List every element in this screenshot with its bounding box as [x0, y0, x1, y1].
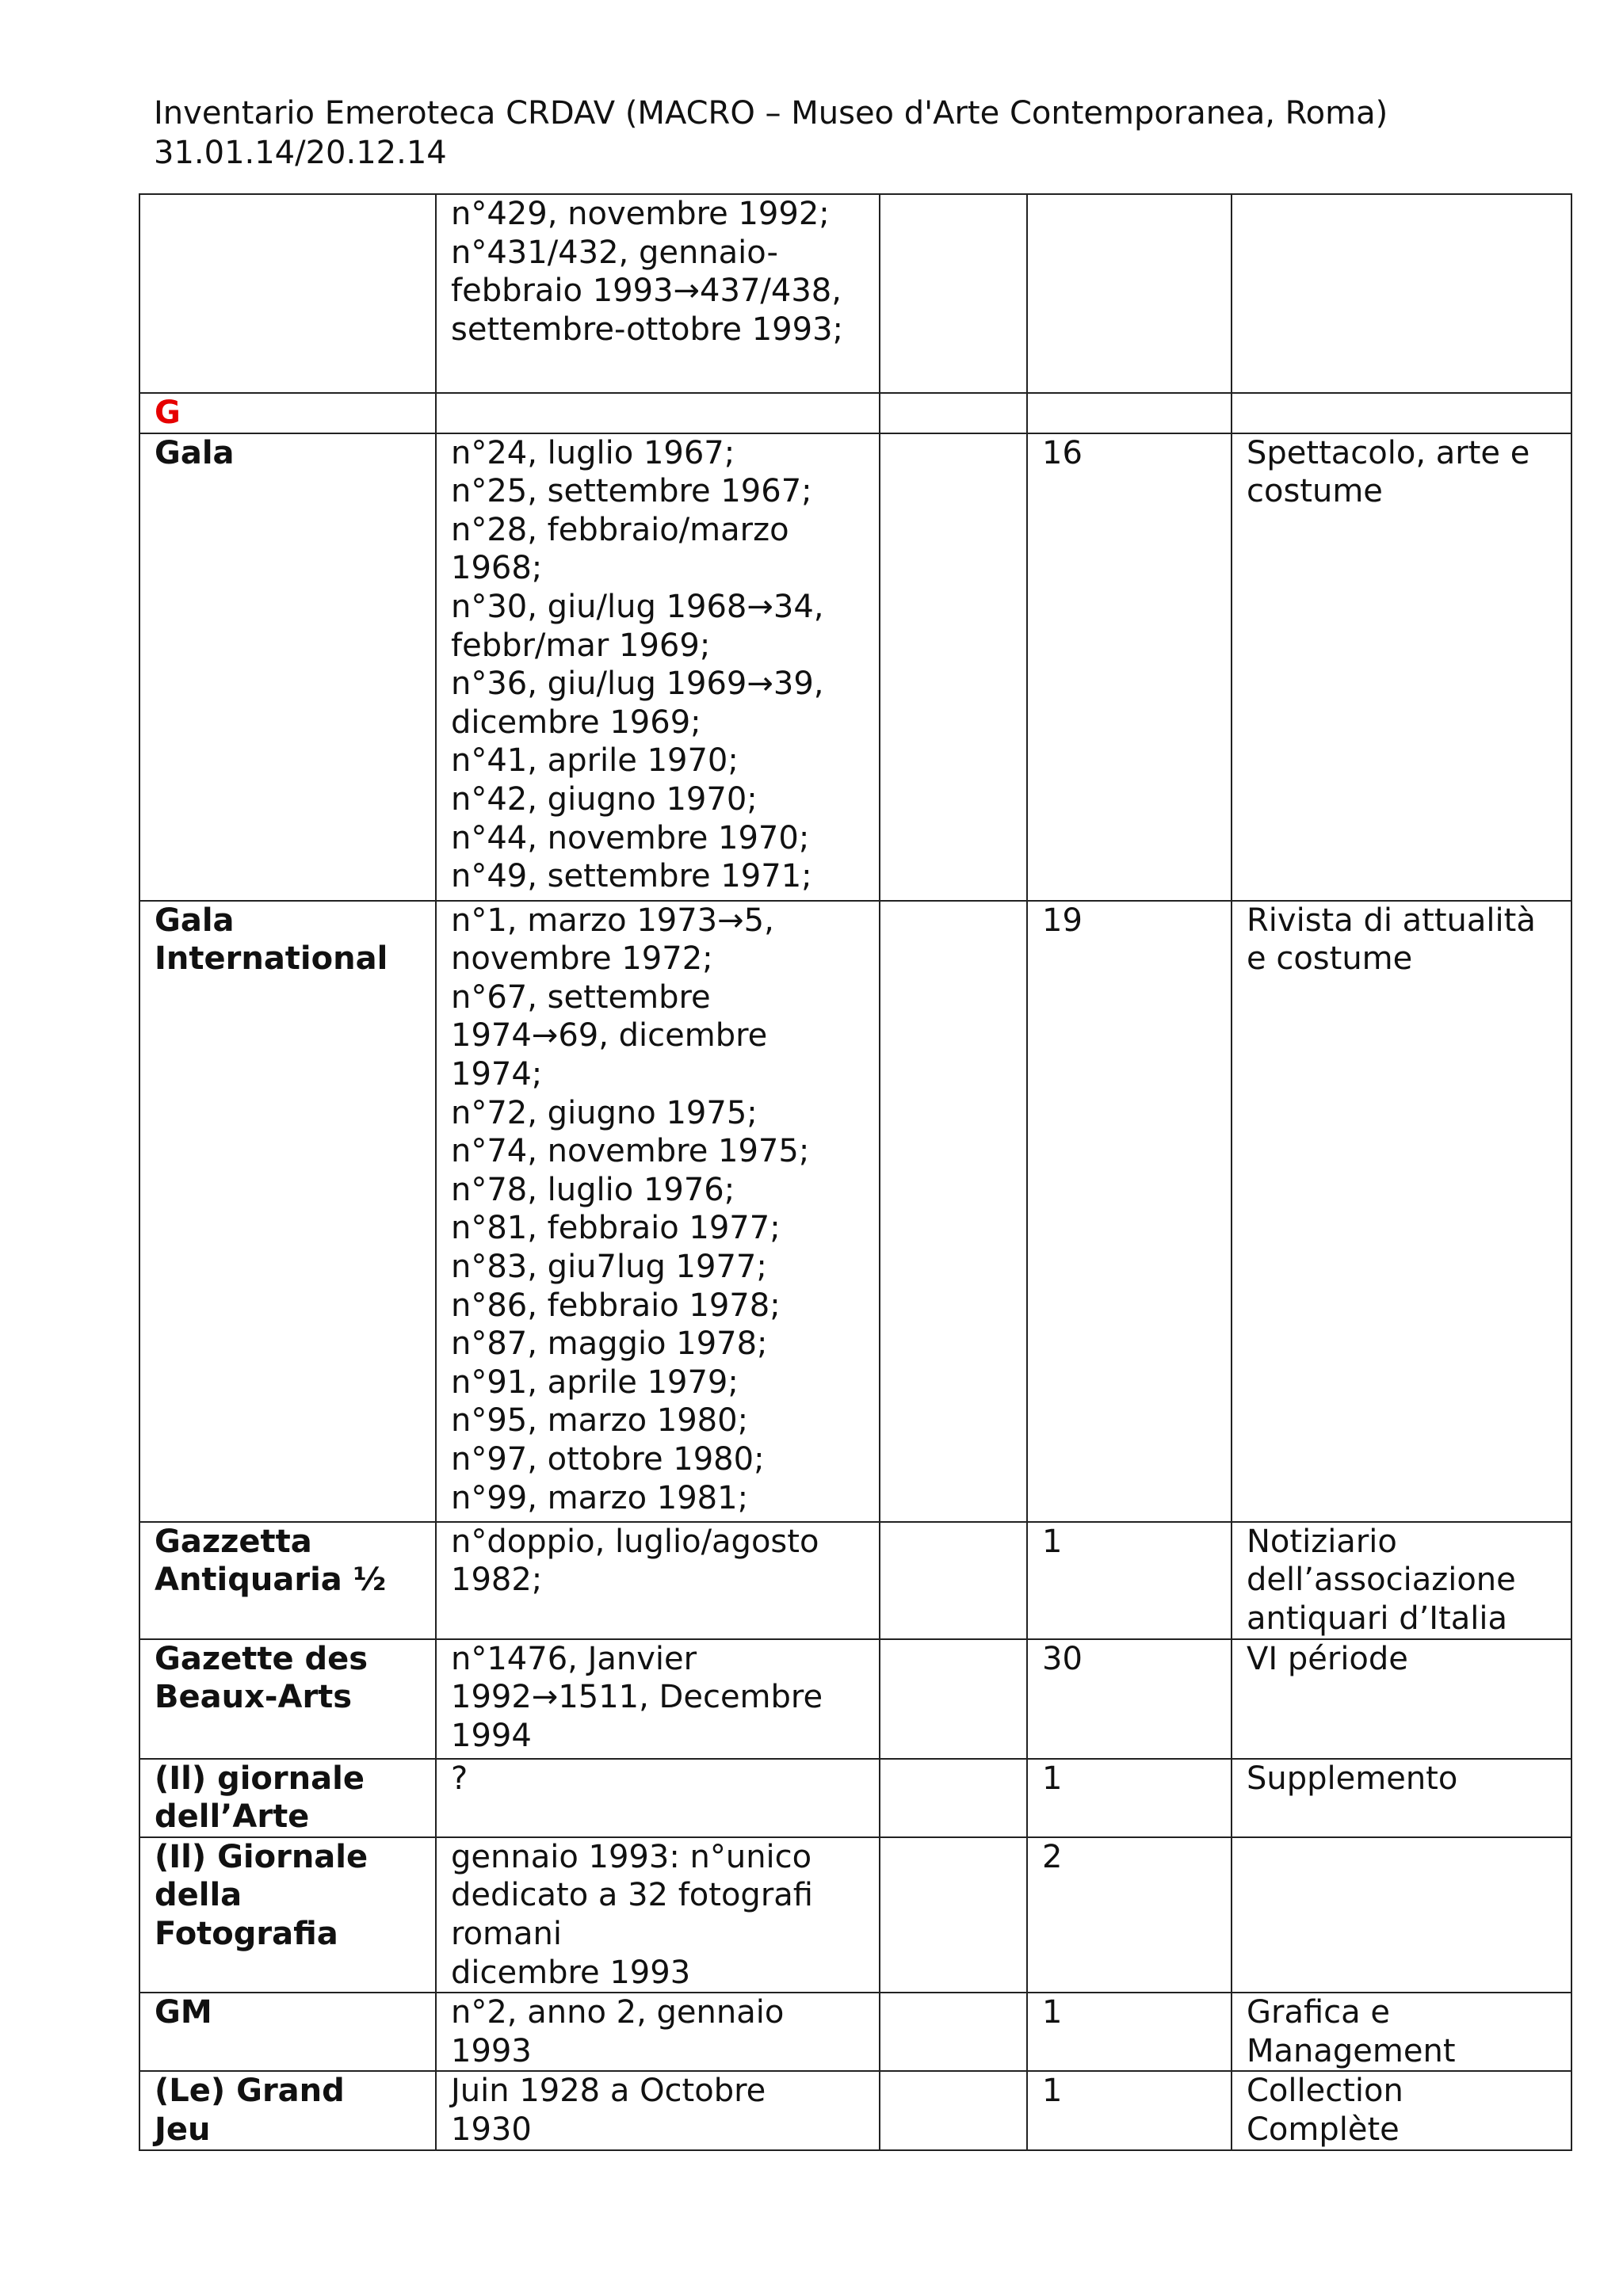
count-cell: 1 — [1027, 2071, 1232, 2149]
cell-line: n°24, luglio 1967; — [451, 434, 735, 471]
cell-line: n°72, giugno 1975; — [451, 1094, 758, 1131]
cell-line: n°1, marzo 1973→5, — [451, 902, 774, 939]
cell-line: Gazette des — [155, 1640, 369, 1677]
cell-line: Gala — [155, 902, 235, 939]
cell-line: n°42, giugno 1970; — [451, 780, 758, 818]
cell-line: costume — [1247, 473, 1383, 510]
table-row — [139, 1993, 1571, 2071]
cell-line: Collection — [1247, 2073, 1403, 2110]
cell-line: Spettacolo, arte e — [1247, 434, 1530, 471]
empty-cell — [880, 1522, 1027, 1639]
issues-cell — [436, 2071, 880, 2149]
cell-line: febbr/mar 1969; — [451, 627, 711, 664]
cell-line: 1982; — [451, 1562, 543, 1599]
table-row — [139, 1759, 1571, 1837]
cell-line: gennaio 1993: n°unico — [451, 1838, 812, 1875]
cell-line: n°2, anno 2, gennaio — [451, 1994, 785, 2031]
cell-line: (Il) giornale — [155, 1760, 365, 1797]
issues-cell — [436, 393, 880, 433]
note-cell — [1232, 393, 1571, 433]
cell-line: n°81, febbraio 1977; — [451, 1210, 781, 1247]
cell-line: romani — [451, 1915, 562, 1952]
cell-line: Juin 1928 a Octobre — [451, 2073, 766, 2110]
cell-line: (Il) Giornale — [155, 1838, 369, 1875]
cell-line: Grafica e — [1247, 1994, 1390, 2031]
note-cell — [1232, 2071, 1571, 2149]
table-row — [139, 194, 1571, 393]
note-cell — [1232, 433, 1571, 901]
cell-line: dicembre 1969; — [451, 704, 701, 741]
periodical-title — [139, 433, 436, 901]
cell-line: 1930 — [451, 2111, 532, 2148]
cell-line: Jeu — [155, 2111, 211, 2148]
cell-line: dedicato a 32 fotografi — [451, 1877, 813, 1914]
issues-cell — [436, 194, 880, 393]
cell-line: e costume — [1247, 940, 1413, 978]
cell-line: n°78, luglio 1976; — [451, 1171, 735, 1208]
periodical-title — [139, 1993, 436, 2071]
issues-cell — [436, 901, 880, 1522]
cell-line: 1974→69, dicembre — [451, 1017, 768, 1055]
empty-cell — [880, 1837, 1027, 1993]
cell-line: n°1476, Janvier — [451, 1640, 697, 1677]
issues-cell — [436, 1993, 880, 2071]
empty-cell — [880, 1639, 1027, 1759]
cell-line: settembre-ottobre 1993; — [451, 311, 843, 348]
periodical-title — [139, 2071, 436, 2149]
cell-line: Complète — [1247, 2111, 1400, 2148]
inventory-table — [139, 193, 1572, 2151]
cell-line: n°83, giu7lug 1977; — [451, 1248, 767, 1285]
count-cell: 30 — [1027, 1639, 1232, 1759]
empty-cell — [880, 1759, 1027, 1837]
count-cell: 1 — [1027, 1522, 1232, 1639]
cell-line: n°49, settembre 1971; — [451, 858, 812, 895]
note-cell — [1232, 1993, 1571, 2071]
cell-line: GM — [155, 1994, 212, 2031]
cell-line: Gazzetta — [155, 1523, 312, 1560]
count-cell: 1 — [1027, 1759, 1232, 1837]
cell-line: International — [155, 940, 388, 978]
header-date-range: 31.01.14/20.12.14 — [154, 135, 447, 171]
note-cell — [1232, 1639, 1571, 1759]
count-cell — [1027, 393, 1232, 433]
note-cell — [1232, 901, 1571, 1522]
note-cell — [1232, 1837, 1571, 1993]
count-cell — [1027, 194, 1232, 393]
periodical-title — [139, 1639, 436, 1759]
cell-line: Notiziario — [1247, 1523, 1397, 1560]
cell-line: n°91, aprile 1979; — [451, 1363, 739, 1401]
cell-line: dell’associazione — [1247, 1562, 1516, 1599]
cell-line: Fotografia — [155, 1915, 338, 1952]
table-row — [139, 901, 1571, 1522]
table-row — [139, 1522, 1571, 1639]
periodical-title — [139, 194, 436, 393]
cell-line: dell’Arte — [155, 1798, 310, 1836]
periodical-title — [139, 1837, 436, 1993]
cell-line: 1968; — [451, 550, 543, 587]
cell-line: ? — [451, 1760, 468, 1797]
cell-line: 1992→1511, Decembre — [451, 1679, 823, 1716]
cell-line: 1974; — [451, 1055, 543, 1093]
cell-line: (Le) Grand — [155, 2073, 345, 2110]
cell-line: n°429, novembre 1992; — [451, 196, 830, 232]
cell-line: n°25, settembre 1967; — [451, 473, 812, 510]
cell-line: n°36, giu/lug 1969→39, — [451, 666, 824, 703]
empty-cell — [880, 2071, 1027, 2149]
count-cell: 16 — [1027, 433, 1232, 901]
cell-line: 1994 — [451, 1717, 532, 1754]
table-row — [139, 393, 1571, 433]
table-row — [139, 433, 1571, 901]
cell-line: n°67, settembre — [451, 978, 711, 1016]
cell-line: n°95, marzo 1980; — [451, 1402, 749, 1440]
table-row — [139, 1837, 1571, 1993]
periodical-title — [139, 901, 436, 1522]
cell-line: 1993 — [451, 2032, 532, 2069]
table-row — [139, 1639, 1571, 1759]
empty-cell — [880, 1993, 1027, 2071]
issues-cell — [436, 433, 880, 901]
cell-line: Beaux-Arts — [155, 1679, 353, 1716]
cell-line: Rivista di attualità — [1247, 902, 1536, 939]
cell-line: Supplemento — [1247, 1760, 1458, 1797]
cell-line: n°doppio, luglio/agosto — [451, 1523, 819, 1560]
cell-line: n°86, febbraio 1978; — [451, 1287, 781, 1324]
cell-line: n°44, novembre 1970; — [451, 819, 810, 856]
cell-line: della — [155, 1877, 242, 1914]
count-cell: 19 — [1027, 901, 1232, 1522]
note-cell — [1232, 1522, 1571, 1639]
cell-line: antiquari d’Italia — [1247, 1600, 1508, 1637]
cell-line: n°41, aprile 1970; — [451, 742, 739, 780]
cell-line: n°431/432, gennaio- — [451, 234, 778, 271]
cell-line: n°87, maggio 1978; — [451, 1325, 768, 1363]
note-cell — [1232, 194, 1571, 393]
empty-cell — [880, 194, 1027, 393]
cell-line: n°74, novembre 1975; — [451, 1133, 810, 1170]
cell-line: febbraio 1993→437/438, — [451, 273, 842, 310]
cell-line: Antiquaria ½ — [155, 1562, 387, 1599]
cell-line: n°97, ottobre 1980; — [451, 1440, 765, 1478]
table-row — [139, 2071, 1571, 2149]
issues-cell — [436, 1639, 880, 1759]
header-title: Inventario Emeroteca CRDAV (MACRO – Museo d'Arte Contemporanea, Roma) — [154, 95, 1388, 132]
issues-cell — [436, 1837, 880, 1993]
page-header — [154, 93, 1388, 173]
cell-line: VI période — [1247, 1640, 1408, 1677]
cell-line: n°28, febbraio/marzo — [451, 511, 789, 548]
empty-cell — [880, 393, 1027, 433]
cell-line: Management — [1247, 2032, 1456, 2069]
issues-cell — [436, 1759, 880, 1837]
note-cell — [1232, 1759, 1571, 1837]
cell-line: novembre 1972; — [451, 940, 713, 978]
issues-cell — [436, 1522, 880, 1639]
count-cell: 2 — [1027, 1837, 1232, 1993]
cell-line: n°99, marzo 1981; — [451, 1479, 749, 1516]
section-letter: G — [139, 393, 436, 433]
periodical-title — [139, 1522, 436, 1639]
empty-cell — [880, 433, 1027, 901]
cell-line: Gala — [155, 434, 235, 471]
cell-line: dicembre 1993 — [451, 1954, 691, 1991]
count-cell: 1 — [1027, 1993, 1232, 2071]
periodical-title — [139, 1759, 436, 1837]
cell-line: n°30, giu/lug 1968→34, — [451, 588, 824, 625]
empty-cell — [880, 901, 1027, 1522]
